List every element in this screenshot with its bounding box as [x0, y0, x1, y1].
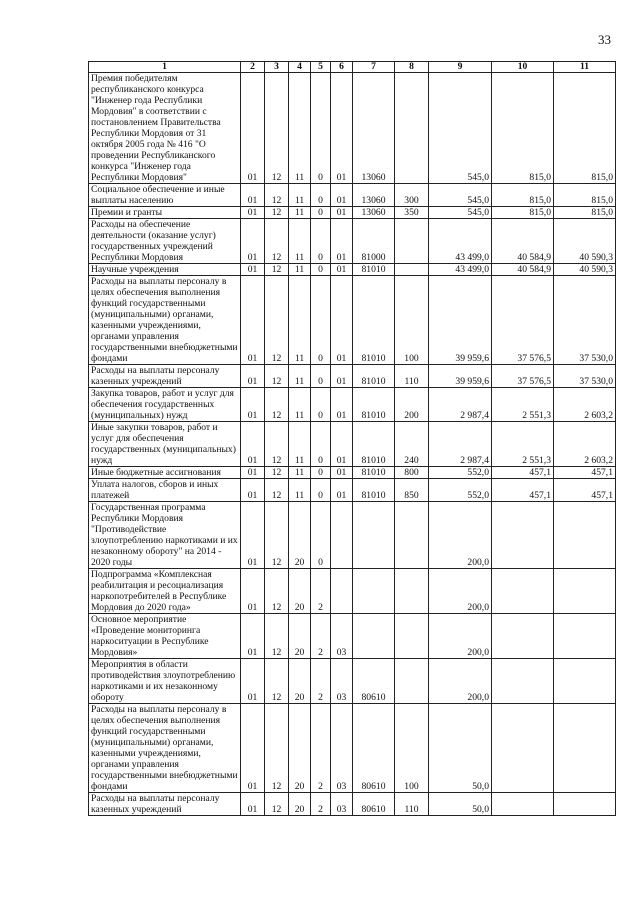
row-description: Иные бюджетные ассигнования [89, 467, 241, 479]
cell-col-11 [554, 614, 616, 659]
col-header: 9 [429, 62, 492, 73]
row-description: Мероприятия в области противодействия злоупотреблению наркотиками и их незаконному обороту [89, 659, 241, 704]
cell-col-9: 39 959,6 [429, 276, 492, 365]
cell-col-7: 13060 [353, 184, 395, 207]
cell-col-10 [492, 502, 554, 569]
cell-col-11 [554, 704, 616, 793]
cell-col-6: 01 [331, 467, 353, 479]
cell-col-11 [554, 793, 616, 816]
cell-col-8: 300 [395, 184, 429, 207]
cell-col-2: 01 [241, 502, 265, 569]
cell-col-10 [492, 659, 554, 704]
cell-col-6: 01 [331, 219, 353, 264]
cell-col-7: 81010 [353, 467, 395, 479]
table-row [89, 467, 616, 479]
cell-col-7: 80610 [353, 659, 395, 704]
budget-table [88, 61, 616, 816]
cell-col-6: 01 [331, 365, 353, 388]
col-header: 4 [289, 62, 311, 73]
cell-col-5: 0 [311, 276, 331, 365]
cell-col-4: 11 [289, 73, 311, 184]
cell-col-10: 40 584,9 [492, 219, 554, 264]
cell-col-4: 11 [289, 219, 311, 264]
cell-col-3: 12 [265, 614, 289, 659]
page-number: 33 [598, 32, 611, 47]
cell-col-4: 20 [289, 793, 311, 816]
cell-col-4: 11 [289, 184, 311, 207]
cell-col-8 [395, 502, 429, 569]
cell-col-11 [554, 502, 616, 569]
cell-col-5: 2 [311, 793, 331, 816]
cell-col-11: 40 590,3 [554, 219, 616, 264]
table-row [89, 365, 616, 388]
cell-col-2: 01 [241, 422, 265, 467]
cell-col-9: 2 987,4 [429, 422, 492, 467]
cell-col-10: 457,1 [492, 467, 554, 479]
col-header: 6 [331, 62, 353, 73]
cell-col-9: 200,0 [429, 614, 492, 659]
cell-col-3: 12 [265, 184, 289, 207]
cell-col-5: 0 [311, 207, 331, 219]
cell-col-8: 850 [395, 479, 429, 502]
cell-col-7: 80610 [353, 793, 395, 816]
cell-col-6: 03 [331, 793, 353, 816]
cell-col-11 [554, 569, 616, 614]
cell-col-4: 11 [289, 264, 311, 276]
col-header: 2 [241, 62, 265, 73]
cell-col-3: 12 [265, 365, 289, 388]
row-description: Премия победителям республиканского конкурса "Инженер года Республики Мордовия" в соответствии с постановлением Правительства Республики Мордовия от 31 октября 2005 года № 416 "О проведении Республиканского конкурса "Инженер года Республики Мордовия" [89, 73, 241, 184]
cell-col-5: 0 [311, 219, 331, 264]
cell-col-11: 457,1 [554, 467, 616, 479]
row-description: Уплата налогов, сборов и иных платежей [89, 479, 241, 502]
cell-col-4: 11 [289, 207, 311, 219]
cell-col-7: 80610 [353, 704, 395, 793]
row-description: Закупка товаров, работ и услуг для обеспечения государственных (муниципальных) нужд [89, 388, 241, 422]
cell-col-10 [492, 569, 554, 614]
table-row [89, 422, 616, 467]
cell-col-2: 01 [241, 569, 265, 614]
cell-col-3: 12 [265, 388, 289, 422]
cell-col-11: 457,1 [554, 479, 616, 502]
cell-col-11: 37 530,0 [554, 365, 616, 388]
cell-col-11: 815,0 [554, 73, 616, 184]
cell-col-6 [331, 502, 353, 569]
cell-col-8: 200 [395, 388, 429, 422]
cell-col-8: 800 [395, 467, 429, 479]
row-description: Социальное обеспечение и иные выплаты населению [89, 184, 241, 207]
cell-col-3: 12 [265, 659, 289, 704]
cell-col-10: 37 576,5 [492, 365, 554, 388]
cell-col-9: 545,0 [429, 207, 492, 219]
col-header: 8 [395, 62, 429, 73]
cell-col-6: 01 [331, 422, 353, 467]
cell-col-5: 0 [311, 502, 331, 569]
cell-col-4: 20 [289, 659, 311, 704]
cell-col-9: 552,0 [429, 467, 492, 479]
cell-col-6: 01 [331, 388, 353, 422]
cell-col-2: 01 [241, 704, 265, 793]
cell-col-2: 01 [241, 184, 265, 207]
cell-col-11: 2 603,2 [554, 388, 616, 422]
cell-col-2: 01 [241, 276, 265, 365]
table-row [89, 502, 616, 569]
cell-col-5: 2 [311, 569, 331, 614]
table-row [89, 219, 616, 264]
cell-col-7 [353, 569, 395, 614]
cell-col-3: 12 [265, 422, 289, 467]
row-description: Подпрограмма «Комплексная реабилитация и ресоциализация наркопотребителей в Республике Мордовия до 2020 года» [89, 569, 241, 614]
cell-col-10 [492, 704, 554, 793]
cell-col-8 [395, 219, 429, 264]
table-row [89, 388, 616, 422]
col-header: 7 [353, 62, 395, 73]
table-row [89, 479, 616, 502]
cell-col-7: 13060 [353, 207, 395, 219]
cell-col-6 [331, 569, 353, 614]
cell-col-9: 545,0 [429, 73, 492, 184]
row-description: Расходы на выплаты персоналу в целях обеспечения выполнения функций государственными (муниципальными) органами, казенными учреждениями, органами управления государственными внебюджетными фондами [89, 704, 241, 793]
cell-col-4: 11 [289, 365, 311, 388]
cell-col-8 [395, 659, 429, 704]
cell-col-8 [395, 614, 429, 659]
cell-col-8: 240 [395, 422, 429, 467]
cell-col-4: 11 [289, 276, 311, 365]
cell-col-5: 2 [311, 659, 331, 704]
cell-col-5: 0 [311, 479, 331, 502]
cell-col-6: 01 [331, 184, 353, 207]
cell-col-2: 01 [241, 73, 265, 184]
cell-col-3: 12 [265, 704, 289, 793]
table-row [89, 184, 616, 207]
cell-col-7: 81010 [353, 422, 395, 467]
cell-col-6: 03 [331, 614, 353, 659]
cell-col-4: 20 [289, 704, 311, 793]
cell-col-7 [353, 502, 395, 569]
cell-col-7 [353, 614, 395, 659]
cell-col-8: 100 [395, 704, 429, 793]
cell-col-11: 815,0 [554, 184, 616, 207]
table-row [89, 276, 616, 365]
col-header: 1 [89, 62, 241, 73]
col-header: 10 [492, 62, 554, 73]
cell-col-5: 0 [311, 184, 331, 207]
cell-col-6: 03 [331, 659, 353, 704]
cell-col-3: 12 [265, 276, 289, 365]
cell-col-2: 01 [241, 614, 265, 659]
cell-col-7: 81000 [353, 219, 395, 264]
cell-col-11: 40 590,3 [554, 264, 616, 276]
cell-col-4: 20 [289, 614, 311, 659]
cell-col-3: 12 [265, 219, 289, 264]
cell-col-8 [395, 569, 429, 614]
cell-col-3: 12 [265, 479, 289, 502]
cell-col-3: 12 [265, 569, 289, 614]
cell-col-5: 0 [311, 388, 331, 422]
cell-col-2: 01 [241, 264, 265, 276]
cell-col-5: 2 [311, 614, 331, 659]
cell-col-9: 43 499,0 [429, 219, 492, 264]
row-description: Государственная программа Республики Мордовия "Противодействие злоупотреблению наркотиками и их незаконному обороту" на 2014 - 2020 годы [89, 502, 241, 569]
cell-col-9: 545,0 [429, 184, 492, 207]
cell-col-7: 81010 [353, 388, 395, 422]
table-row [89, 264, 616, 276]
cell-col-9: 200,0 [429, 569, 492, 614]
cell-col-10: 815,0 [492, 73, 554, 184]
cell-col-8: 110 [395, 365, 429, 388]
cell-col-7: 81010 [353, 479, 395, 502]
header-row [89, 62, 616, 73]
row-description: Научные учреждения [89, 264, 241, 276]
cell-col-8 [395, 264, 429, 276]
table-row [89, 659, 616, 704]
table-body [89, 73, 616, 816]
cell-col-4: 20 [289, 569, 311, 614]
cell-col-3: 12 [265, 467, 289, 479]
cell-col-6: 01 [331, 207, 353, 219]
row-description: Премии и гранты [89, 207, 241, 219]
row-description: Расходы на выплаты персоналу в целях обеспечения выполнения функций государственными (муниципальными) органами, казенными учреждениями, органами управления государственными внебюджетными фондами [89, 276, 241, 365]
cell-col-4: 11 [289, 467, 311, 479]
cell-col-3: 12 [265, 502, 289, 569]
cell-col-5: 0 [311, 365, 331, 388]
row-description: Расходы на обеспечение деятельности (оказание услуг) государственных учреждений Республики Мордовия [89, 219, 241, 264]
cell-col-7: 13060 [353, 73, 395, 184]
table-row [89, 569, 616, 614]
cell-col-11: 2 603,2 [554, 422, 616, 467]
cell-col-6: 01 [331, 479, 353, 502]
cell-col-7: 81010 [353, 264, 395, 276]
cell-col-3: 12 [265, 207, 289, 219]
cell-col-3: 12 [265, 264, 289, 276]
cell-col-7: 81010 [353, 276, 395, 365]
cell-col-9: 39 959,6 [429, 365, 492, 388]
cell-col-2: 01 [241, 365, 265, 388]
table-row [89, 207, 616, 219]
cell-col-10 [492, 614, 554, 659]
cell-col-2: 01 [241, 659, 265, 704]
cell-col-8: 350 [395, 207, 429, 219]
row-description: Иные закупки товаров, работ и услуг для обеспечения государственных (муниципальных) нужд [89, 422, 241, 467]
cell-col-5: 0 [311, 73, 331, 184]
cell-col-6: 01 [331, 276, 353, 365]
cell-col-11 [554, 659, 616, 704]
cell-col-5: 2 [311, 704, 331, 793]
cell-col-4: 20 [289, 502, 311, 569]
row-description: Расходы на выплаты персоналу казенных учреждений [89, 793, 241, 816]
table-row [89, 614, 616, 659]
cell-col-4: 11 [289, 479, 311, 502]
cell-col-3: 12 [265, 73, 289, 184]
cell-col-9: 552,0 [429, 479, 492, 502]
cell-col-10: 2 551,3 [492, 388, 554, 422]
table-row [89, 793, 616, 816]
table-row [89, 704, 616, 793]
cell-col-9: 50,0 [429, 793, 492, 816]
cell-col-2: 01 [241, 219, 265, 264]
cell-col-8: 100 [395, 276, 429, 365]
cell-col-5: 0 [311, 422, 331, 467]
cell-col-5: 0 [311, 467, 331, 479]
cell-col-9: 200,0 [429, 502, 492, 569]
cell-col-9: 200,0 [429, 659, 492, 704]
cell-col-2: 01 [241, 479, 265, 502]
cell-col-8: 110 [395, 793, 429, 816]
row-description: Основное мероприятие «Проведение мониторинга наркоситуации в Республике Мордовия» [89, 614, 241, 659]
cell-col-10: 40 584,9 [492, 264, 554, 276]
cell-col-11: 815,0 [554, 207, 616, 219]
cell-col-9: 2 987,4 [429, 388, 492, 422]
cell-col-10: 37 576,5 [492, 276, 554, 365]
cell-col-8 [395, 73, 429, 184]
cell-col-10 [492, 793, 554, 816]
cell-col-3: 12 [265, 793, 289, 816]
cell-col-7: 81010 [353, 365, 395, 388]
cell-col-4: 11 [289, 422, 311, 467]
cell-col-6: 01 [331, 264, 353, 276]
cell-col-2: 01 [241, 793, 265, 816]
cell-col-9: 50,0 [429, 704, 492, 793]
col-header: 5 [311, 62, 331, 73]
cell-col-10: 2 551,3 [492, 422, 554, 467]
cell-col-6: 03 [331, 704, 353, 793]
cell-col-2: 01 [241, 207, 265, 219]
col-header: 3 [265, 62, 289, 73]
cell-col-2: 01 [241, 388, 265, 422]
cell-col-9: 43 499,0 [429, 264, 492, 276]
table-row [89, 73, 616, 184]
col-header: 11 [554, 62, 616, 73]
cell-col-11: 37 530,0 [554, 276, 616, 365]
cell-col-2: 01 [241, 467, 265, 479]
cell-col-10: 815,0 [492, 207, 554, 219]
cell-col-5: 0 [311, 264, 331, 276]
cell-col-6: 01 [331, 73, 353, 184]
cell-col-10: 457,1 [492, 479, 554, 502]
cell-col-4: 11 [289, 388, 311, 422]
cell-col-10: 815,0 [492, 184, 554, 207]
row-description: Расходы на выплаты персоналу казенных учреждений [89, 365, 241, 388]
